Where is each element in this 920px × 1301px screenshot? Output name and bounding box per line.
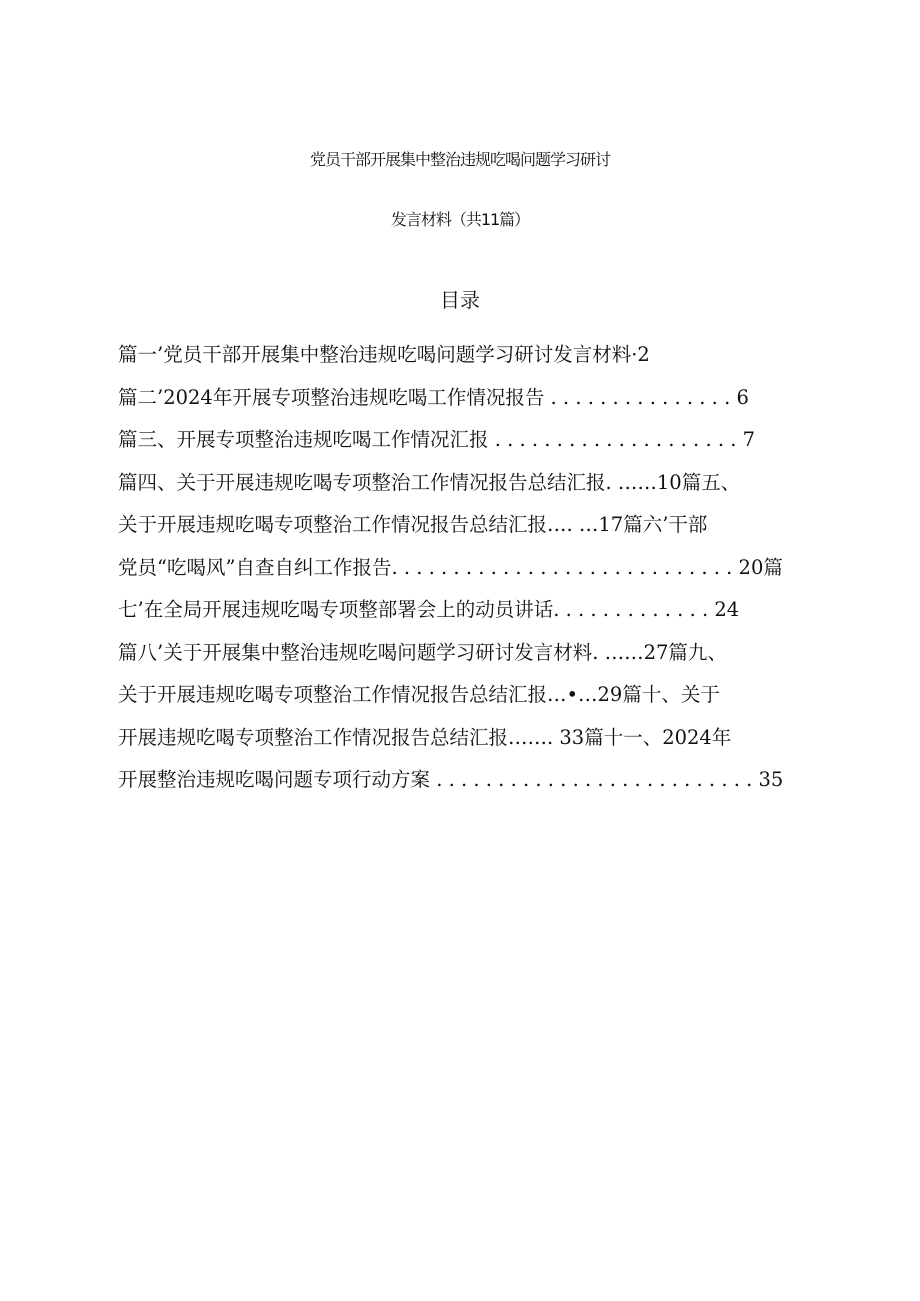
document-title-line-1: 党员干部开展集中整治违规吃喝问题学习研讨: [309, 150, 610, 169]
toc-heading: 目录: [440, 288, 480, 312]
toc-line: 开展整治违规吃喝问题专项行动方案 . . . . . . . . . . . . . . . . . . . . . . . . . . 35: [118, 768, 784, 791]
toc-line: 关于开展违规吃喝专项整治工作情况报告总结汇报…•…29篇十、关于: [118, 683, 720, 706]
toc-line: 党员“吃喝风”自查自纠工作报告. . . . . . . . . . . . . . . . . . . . . . . . . . . . 20篇: [118, 555, 783, 579]
toc-line: 七’在全局开展违规吃喝专项整部署会上的动员讲话. . . . . . . . . . . . . 24: [118, 598, 740, 621]
toc-line: 篇三、开展专项整治违规吃喝工作情况汇报 . . . . . . . . . . . . . . . . . . . . 7: [118, 428, 756, 451]
toc-line: 篇八’关于开展集中整治违规吃喝问题学习研讨发言材料. ……27篇九、: [118, 640, 727, 664]
toc-line: 篇二’2024年开展专项整治违规吃喝工作情况报告 . . . . . . . . . . . . . . . 6: [118, 385, 749, 409]
toc-line: 开展违规吃喝专项整治工作情况报告总结汇报……. 33篇十一、2024年: [118, 725, 732, 749]
table-of-contents: [118, 334, 838, 802]
document-title-line-2: 发言材料（共11篇）: [390, 210, 530, 229]
toc-line: 篇四、关于开展违规吃喝专项整治工作情况报告总结汇报. ……10篇五、: [118, 470, 741, 494]
toc-line: 篇一’党员干部开展集中整治违规吃喝问题学习研讨发言材料·2: [118, 343, 650, 366]
toc-line: 关于开展违规吃喝专项整治工作情况报告总结汇报…. …17篇六’干部: [118, 513, 708, 536]
